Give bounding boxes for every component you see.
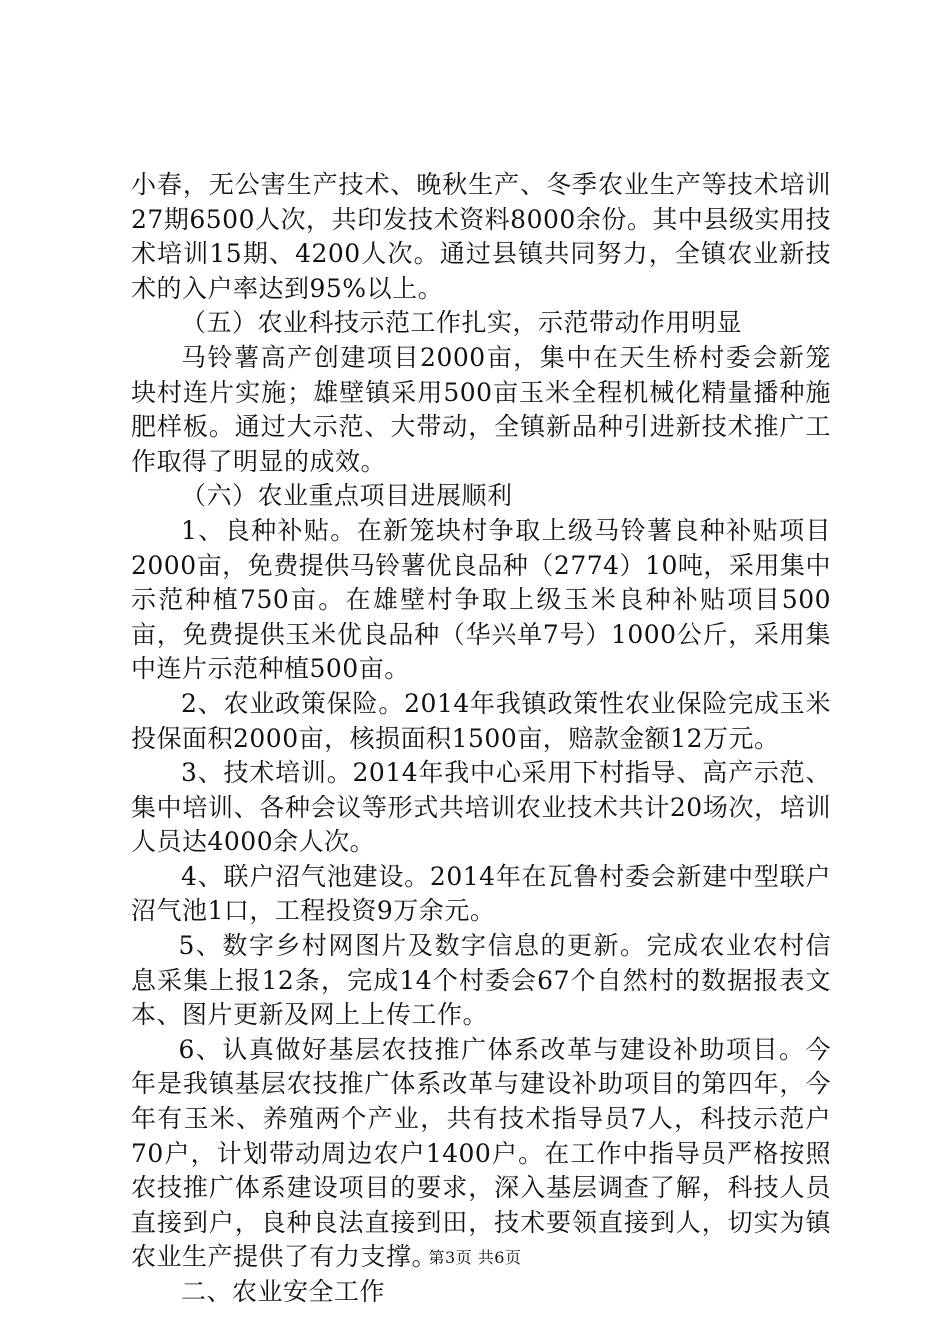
- paragraph-seed-subsidy: 1、良种补贴。在新笼块村争取上级马铃薯良种补贴项目2000亩，免费提供马铃薯优良品种（2774）10吨，采用集中示范种植750亩。在雄壁村争取上级玉米良种补贴项目500亩，免费提供玉米优良品种（华兴单7号）1000公斤，采用集中连片示范种植500亩。: [131, 515, 831, 684]
- paragraph-extension-reform: 6、认真做好基层农技推广体系改革与建设补助项目。今年是我镇基层农技推广体系改革与建设补助项目的第四年，今年有玉米、养殖两个产业，共有技术指导员7人，科技示范户70户，计划带动周边农户1400户。在工作中指导员严格按照农技推广体系建设项目的要求，深入基层调查了解，科技人员直接到户，良种良法直接到田，技术要领直接到人，切实为镇农业生产提供了有力支撑。: [131, 1034, 831, 1272]
- section-heading-six: （六）农业重点项目进展顺利: [181, 481, 513, 511]
- section-heading-five: （五）农业科技示范工作扎实，示范带动作用明显: [181, 308, 743, 338]
- paragraph-potato-project: 马铃薯高产创建项目2000亩，集中在天生桥村委会新笼块村连片实施；雄壁镇采用500亩玉米全程机械化精量播种施肥样板。通过大示范、大带动，全镇新品种引进新技术推广工作取得了明显的成效。: [131, 342, 831, 476]
- paragraph-training-summary: 小春，无公害生产技术、晚秋生产、冬季农业生产等技术培训27期6500人次，共印发技术资料8000余份。其中县级实用技术培训15期、4200人次。通过县镇共同努力，全镇农业新技术的入户率达到95%以上。: [131, 170, 831, 303]
- paragraph-digital-village: 5、数字乡村网图片及数字信息的更新。完成农业农村信息采集上报12条，完成14个村委会67个自然村的数据报表文本、图片更新及网上上传工作。: [131, 931, 831, 1030]
- paragraph-insurance: 2、农业政策保险。2014年我镇政策性农业保险完成玉米投保面积2000亩，核损面积1500亩，赔款金额12万元。: [131, 688, 831, 753]
- paragraph-biogas: 4、联户沼气池建设。2014年在瓦鲁村委会新建中型联户沼气池1口，工程投资9万余元。: [131, 861, 831, 926]
- section-heading-safety: 二、农业安全工作: [181, 1277, 386, 1306]
- page-footer: 第3页 共6页: [428, 1248, 522, 1267]
- document-body: [131, 168, 831, 1310]
- paragraph-tech-training: 3、技术培训。2014年我中心采用下村指导、高产示范、集中培训、各种会议等形式共培训农业技术共计20场次，培训人员达4000余人次。: [131, 758, 831, 857]
